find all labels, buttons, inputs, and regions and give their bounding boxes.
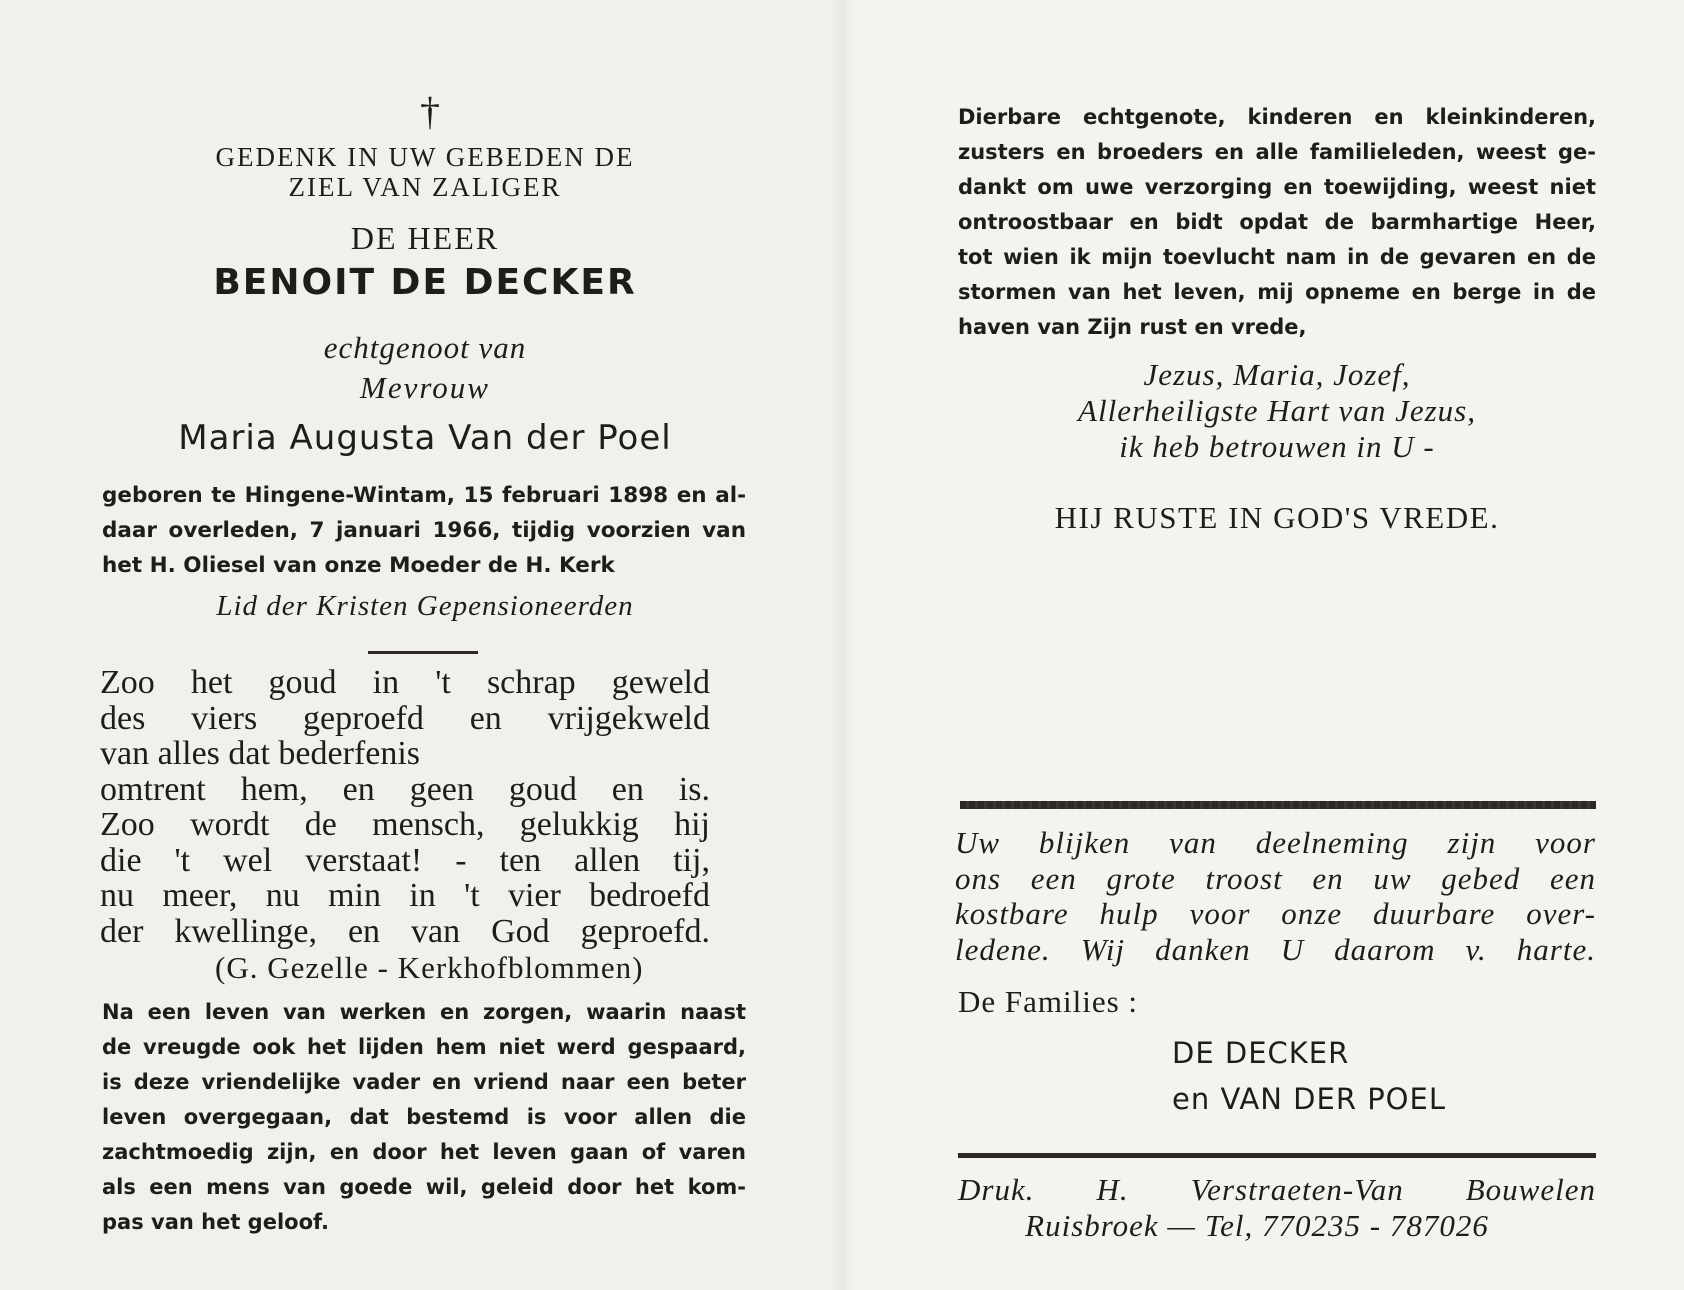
bio-line: geboren te Hingene-Wintam, 15 februari 1898 en al- (102, 483, 746, 508)
poem-line: Zoo het goud in 't schrap geweld (100, 664, 710, 701)
bio-line: het H. Oliesel van onze Moeder de H. Kerk (102, 553, 615, 578)
thanks-line: kostbare hulp voor onze duurbare over- (955, 896, 1596, 931)
cross-icon: † (420, 89, 440, 134)
commemoration-line-1: GEDENK IN UW GEBEDEN DE (215, 142, 635, 172)
printer-line: Druk. H. Verstraeten-Van Bouwelen (958, 1172, 1596, 1207)
divider-thick (960, 801, 1596, 809)
families-label: De Families : (958, 984, 1139, 1019)
membership: Lid der Kristen Gepensioneerden (216, 590, 634, 622)
divider (368, 651, 478, 654)
closing-line: is deze vriendelijke vader en vriend naar een beter (102, 1070, 746, 1094)
bio-line: daar overleden, 7 januari 1966, tijdig voorzien van (102, 518, 746, 543)
closing-line: als een mens van goede wil, geleid door het kom- (102, 1175, 746, 1199)
spouse-relation: echtgenoot van (323, 330, 527, 365)
thanks-line: Uw blijken van deelneming zijn voor (955, 825, 1596, 860)
prayer (958, 357, 1596, 465)
family-name-1: DE DECKER (1172, 1036, 1350, 1070)
poem-line: des viers geproefd en vrijgekweld (100, 699, 710, 737)
farewell-line: stormen van het leven, mij opneme en berge in de (958, 280, 1596, 304)
commemoration-line-2: ZIEL VAN ZALIGER (288, 172, 562, 202)
deceased-name: BENOIT DE DECKER (213, 262, 637, 303)
spouse-name: Maria Augusta Van der Poel (178, 418, 672, 458)
poem (100, 665, 710, 949)
poem-line: nu meer, nu min in 't vier bedroefd (100, 877, 710, 914)
farewell-line: dankt om uwe verzorging en toewijding, weest niet (958, 175, 1596, 199)
page-fold (832, 0, 854, 1290)
thanks-line: ons een grote troost en uw gebed een (955, 860, 1596, 896)
printer-line: Ruisbroek — Tel, 770235 - 787026 (1025, 1208, 1489, 1243)
closing-paragraph (102, 995, 746, 1240)
family-name-2: en VAN DER POEL (1172, 1082, 1446, 1116)
farewell-line: tot wien ik mijn toevlucht nam in de gevaren en de (958, 245, 1596, 269)
divider-printer (958, 1153, 1596, 1158)
thanks-line: ledene. Wij danken U daarom v. harte. (955, 931, 1596, 967)
farewell-line: ontroostbaar en bidt opdat de barmhartige Heer, (958, 210, 1596, 234)
closing-line: pas van het geloof. (102, 1210, 329, 1234)
rest-in-peace: HIJ RUSTE IN GOD'S VREDE. (1054, 500, 1500, 535)
poem-line: Zoo wordt de mensch, gelukkig hij (100, 806, 710, 843)
prayer-line: Jezus, Maria, Jozef, (1143, 357, 1411, 392)
poem-line: van alles dat bederfenis (100, 735, 421, 772)
farewell-line: Dierbare echtgenote, kinderen en kleinkinderen, (958, 105, 1596, 129)
bio-paragraph (102, 478, 746, 583)
honorific: DE HEER (350, 220, 500, 256)
prayer-line: Allerheiligste Hart van Jezus, (1078, 393, 1476, 428)
farewell-line: zusters en broeders en alle familieleden, weest ge- (958, 140, 1596, 164)
poem-line: der kwellinge, en van God geproefd. (100, 912, 710, 950)
closing-line: leven overgegaan, dat bestemd is voor allen die (102, 1105, 746, 1129)
farewell-line: haven van Zijn rust en vrede, (958, 315, 1307, 339)
spouse-title: Mevrouw (360, 370, 490, 405)
poem-credit: (G. Gezelle - Kerkhofblommen) (215, 950, 644, 985)
thanks-paragraph (955, 825, 1596, 967)
closing-line: de vreugde ook het lijden hem niet werd gespaard, (102, 1035, 746, 1059)
prayer-line: ik heb betrouwen in U - (1119, 429, 1435, 464)
closing-line: Na een leven van werken en zorgen, waarin naast (102, 1000, 746, 1024)
poem-line: omtrent hem, en geen goud en is. (100, 770, 710, 808)
poem-line: die 't wel verstaat! - ten allen tij, (100, 841, 710, 879)
farewell-paragraph (958, 100, 1596, 345)
printer-credit (958, 1172, 1596, 1244)
closing-line: zachtmoedig zijn, en door het leven gaan of varen (102, 1140, 746, 1164)
